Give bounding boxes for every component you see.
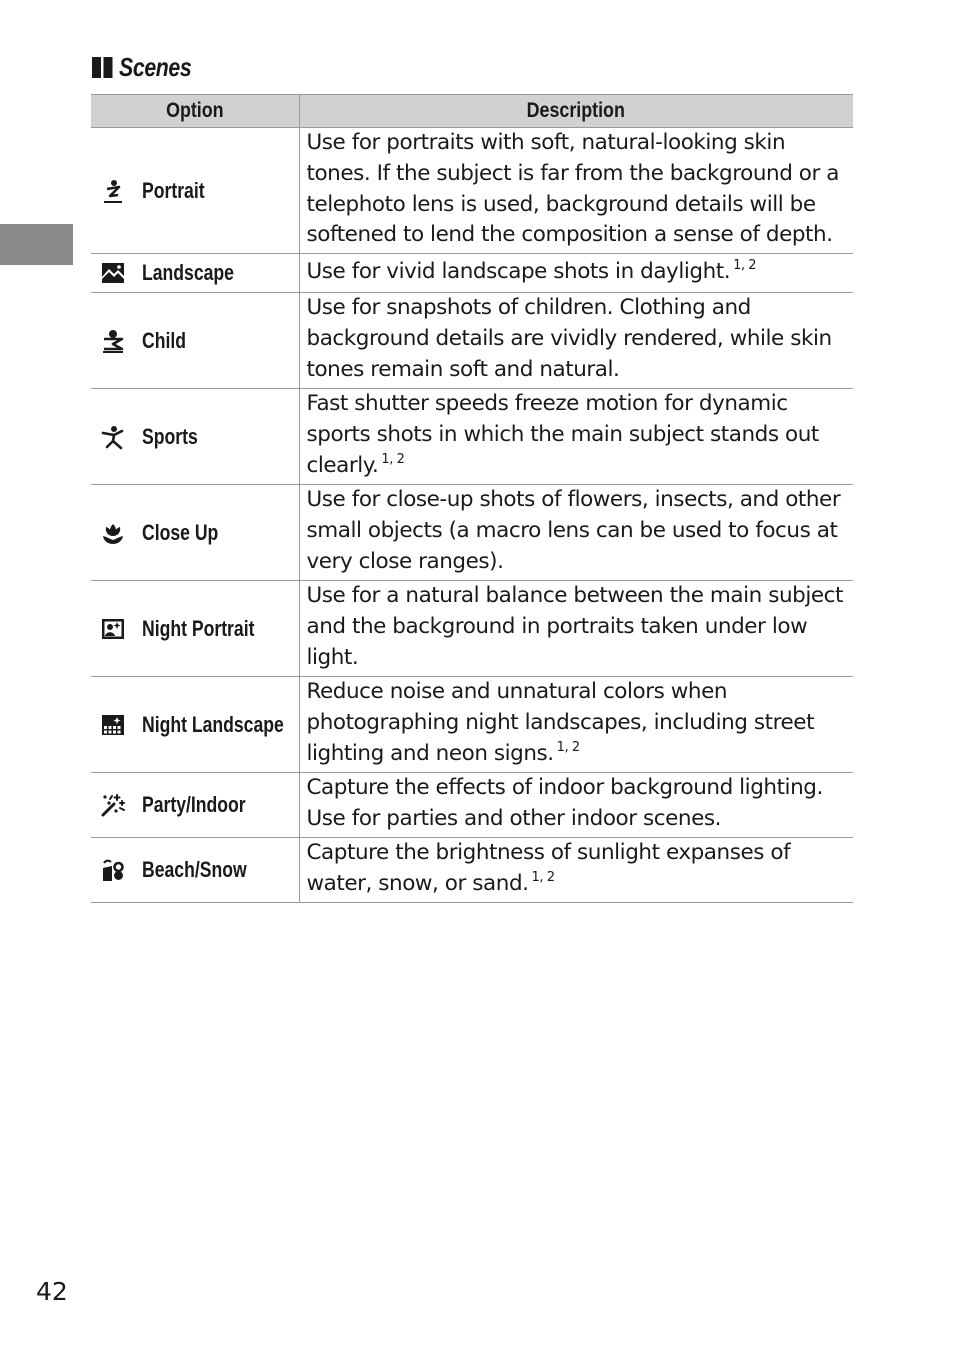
option-cell [91,485,299,581]
option-cell [91,677,299,773]
description-cell: Use for vivid landscape shots in daylight. $^{1, 2}$ [299,254,853,293]
table-row [91,254,853,293]
table-row [91,581,853,677]
option-label: Party/Indoor [142,792,246,818]
description-cell: Capture the brightness of sunlight expanses of water, snow, or sand. $^{1, 2}$ [299,838,853,903]
portrait-scene-icon [100,178,126,204]
table-header-row [91,95,853,128]
option-label: Beach/Snow [142,857,247,883]
option-label: Close Up [142,519,219,545]
column-header-option: Option [91,95,299,128]
section-heading [92,50,191,84]
option-cell [91,581,299,677]
description-cell: Fast shutter speeds freeze motion for dynamic sports shots in which the main subject stands out clearly. $^{1, 2}$ [299,389,853,485]
option-cell [91,389,299,485]
option-label: Sports [142,423,198,449]
option-label: Landscape [142,260,234,286]
description-cell: Use for snapshots of children. Clothing and background details are vividly rendered, while skin tones remain soft and natural. [299,293,853,389]
description-cell: Use for close-up shots of flowers, insects, and other small objects (a macro lens can be used to focus at very close ranges). [299,485,853,581]
option-label: Child [142,327,186,353]
close-up-scene-icon [100,520,126,546]
option-cell [91,128,299,254]
section-title: Scenes [119,51,192,82]
beach-snow-scene-icon [100,857,126,883]
section-heading-marker-icon [92,57,113,78]
option-cell [91,254,299,293]
chapter-tab-marker [0,224,73,265]
table-row [91,773,853,838]
sports-scene-icon [100,424,126,450]
option-cell [91,838,299,903]
option-label: Night Portrait [142,615,255,641]
child-scene-icon [100,328,126,354]
footnote-ref: 1, 2 [531,870,555,886]
night-portrait-scene-icon [100,616,126,642]
option-cell [91,773,299,838]
column-header-description: Description [299,95,853,128]
table-row [91,485,853,581]
description-cell: Capture the effects of indoor background lighting. Use for parties and other indoor scenes. [299,773,853,838]
table-row [91,128,853,254]
page-number: 42 [36,1277,68,1306]
night-landscape-scene-icon [100,712,126,738]
table-row [91,389,853,485]
description-cell: Use for portraits with soft, natural-looking skin tones. If the subject is far from the background or a telephoto lens is used, background details will be softened to lend the composition a sense of depth. [299,128,853,254]
table-row [91,838,853,903]
option-label: Portrait [142,177,205,203]
description-cell: Use for a natural balance between the main subject and the background in portraits taken under low light. [299,581,853,677]
footnote-ref: 1, 2 [556,740,580,756]
footnote-ref: 1, 2 [733,257,757,273]
table-row [91,677,853,773]
scenes-table [91,94,853,903]
option-cell [91,293,299,389]
table-row [91,293,853,389]
option-label: Night Landscape [142,711,284,737]
party-indoor-scene-icon [100,792,126,818]
description-cell: Reduce noise and unnatural colors when photographing night landscapes, including street lighting and neon signs. $^{1, 2}$ [299,677,853,773]
landscape-scene-icon [100,260,126,286]
footnote-ref: 1, 2 [381,452,405,468]
